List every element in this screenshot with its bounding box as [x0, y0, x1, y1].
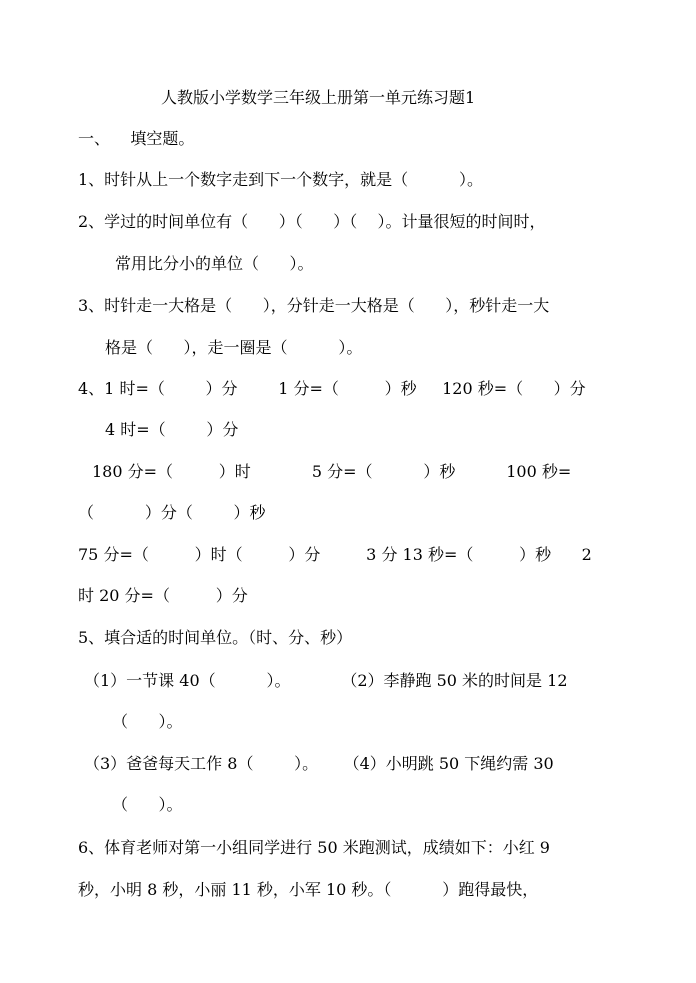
question-4-line-1: 4、1 时=（ ）分 1 分=（ ）秒 120 秒=（ ）分 [78, 379, 586, 398]
question-5-item-4-blank: （ ）。 [112, 795, 183, 814]
question-5-items-1-2: （1）一节课 40（ ）。 （2）李静跑 50 米的时间是 12 [84, 671, 568, 690]
question-4-line-3: 180 分=（ ）时 5 分=（ ）秒 100 秒= [92, 462, 572, 481]
question-6-line-1: 6、体育老师对第一小组同学进行 50 米跑测试，成绩如下：小红 9 [78, 838, 550, 857]
section-heading: 一、 填空题。 [78, 129, 195, 148]
question-3-line-1: 3、时针走一大格是（ ），分针走一大格是（ ），秒针走一大 [78, 296, 550, 315]
question-4-line-5: 75 分=（ ）时（ ）分 3 分 13 秒=（ ）秒 2 [78, 545, 592, 564]
question-2-line-1: 2、学过的时间单位有（ ）（ ）（ ）。计量很短的时间时， [78, 212, 546, 231]
question-5-items-3-4: （3）爸爸每天工作 8（ ）。 （4）小明跳 50 下绳约需 30 [84, 754, 554, 773]
question-5-item-2-blank: （ ）。 [112, 712, 183, 731]
question-4-line-4: （ ）分（ ）秒 [78, 503, 266, 522]
question-3-line-2: 格是（ ），走一圈是（ ）。 [105, 338, 363, 357]
question-2-line-2: 常用比分小的单位（ ）。 [115, 254, 314, 273]
question-6-line-2: 秒，小明 8 秒，小丽 11 秒，小军 10 秒。（ ）跑得最快， [78, 880, 539, 899]
question-4-line-6: 时 20 分=（ ）分 [78, 586, 248, 605]
question-4-line-2: 4 时=（ ）分 [105, 420, 239, 439]
question-1: 1、时针从上一个数字走到下一个数字，就是（ ）。 [78, 170, 484, 189]
page-title: 人教版小学数学三年级上册第一单元练习题1 [161, 88, 476, 107]
question-5-heading: 5、填合适的时间单位。（时、分、秒） [78, 628, 353, 647]
